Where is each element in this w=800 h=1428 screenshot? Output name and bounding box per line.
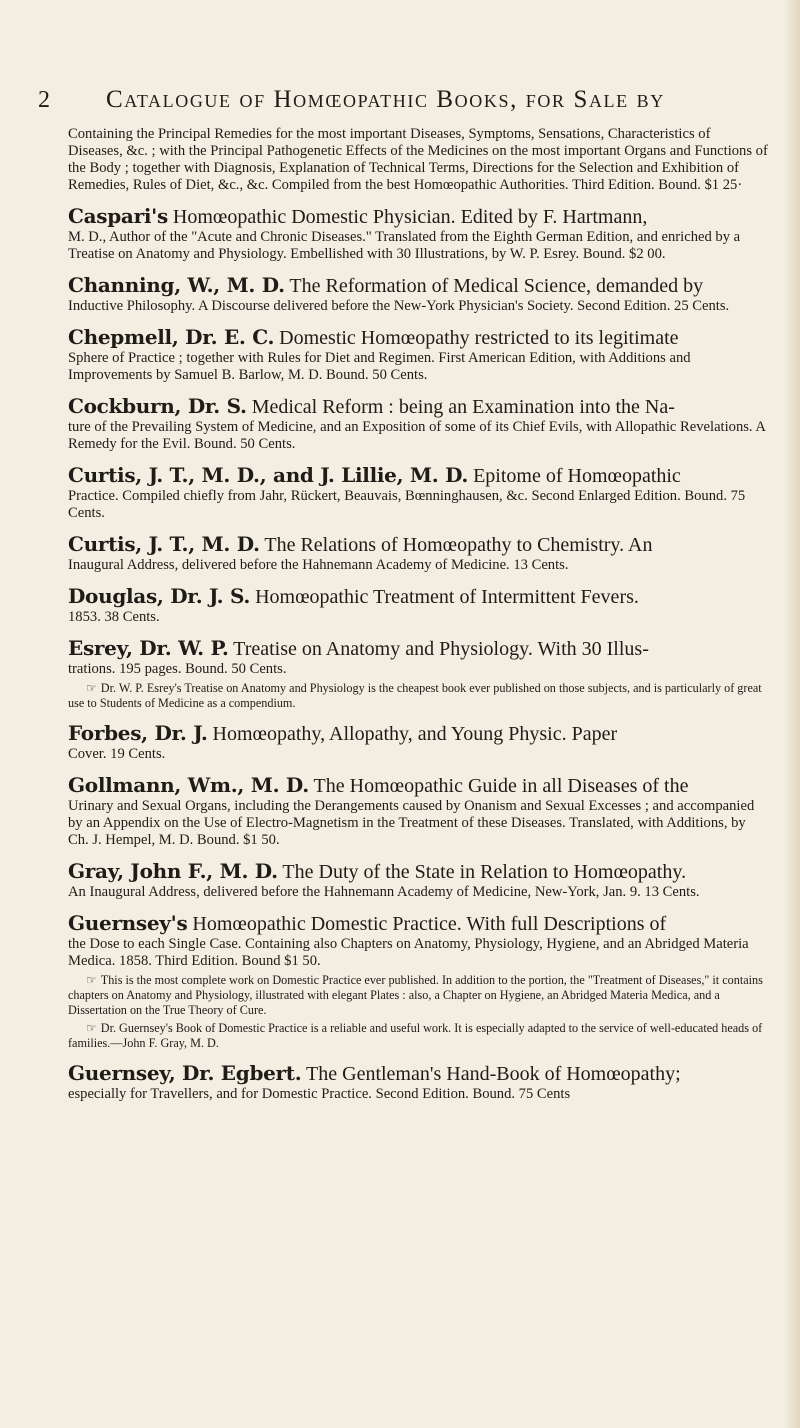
- pointing-hand-icon: ☞: [86, 681, 97, 695]
- entry-author: Channing, W., M. D.: [68, 273, 285, 297]
- entry-note-text: Dr. W. P. Esrey's Treatise on Anatomy and Physiology is the cheapest book ever published on those subjects, and is particularly of great use to Students of Medicine as a compendium.: [68, 681, 762, 710]
- entry-author: Curtis, J. T., M. D., and J. Lillie, M. D.: [68, 463, 469, 487]
- entry-title-start: The Relations of Homœopathy to Chemistry. An: [259, 534, 653, 556]
- entry-first-line: [68, 463, 768, 488]
- catalogue-entry: [68, 204, 768, 263]
- catalogue-entry: [68, 859, 768, 901]
- entry-first-line: [68, 636, 768, 661]
- entry-author: Chepmell, Dr. E. C.: [68, 325, 275, 349]
- entry-description: Inaugural Address, delivered before the Hahnemann Academy of Medicine. 13 Cents.: [68, 557, 569, 573]
- entry-first-line: [68, 532, 768, 557]
- entry-first-line: [68, 584, 768, 609]
- entry-author: Gollmann, Wm., M. D.: [68, 773, 309, 797]
- entry-description: 1853. 38 Cents.: [68, 609, 160, 625]
- entry-title-start: Domestic Homœopathy restricted to its legitimate: [274, 327, 679, 349]
- entry-title-start: The Gentleman's Hand-Book of Homœopathy;: [301, 1063, 681, 1085]
- entry-title-start: Homœopathic Treatment of Intermittent Fevers.: [250, 586, 639, 608]
- entry-note: [68, 1021, 768, 1051]
- entry-title-start: The Duty of the State in Relation to Homœopathy.: [277, 861, 687, 883]
- entry-author: Guernsey's: [68, 911, 188, 935]
- entry-note-text: This is the most complete work on Domestic Practice ever published. In addition to the portion, the "Treatment of Diseases," it contains chapters on Anatomy and Physiology, illustrated with elegant Plates : also, a Chapter on Hygiene, an Abridged Materia Medica, and a Dissertation on the True Theory of Cure.: [68, 973, 763, 1017]
- catalogue-entry: [68, 773, 768, 849]
- catalogue-entry: [68, 636, 768, 711]
- pointing-hand-icon: ☞: [86, 973, 97, 987]
- entry-title-start: Treatise on Anatomy and Physiology. With 30 Illus-: [228, 638, 649, 660]
- entry-note: [68, 681, 768, 711]
- running-title: Catalogue of Homœopathic Books, for Sale by: [106, 86, 665, 113]
- entry-author: Douglas, Dr. J. S.: [68, 584, 251, 608]
- entry-author: Guernsey, Dr. Egbert.: [68, 1061, 302, 1085]
- entry-author: Curtis, J. T., M. D.: [68, 532, 260, 556]
- entry-description: An Inaugural Address, delivered before the Hahnemann Academy of Medicine, New-York, Jan. 9. 13 Cents.: [68, 884, 700, 900]
- entry-first-line: [68, 911, 768, 936]
- entry-first-line: [68, 325, 768, 350]
- catalogue-entry: [68, 1061, 768, 1103]
- entry-title-start: The Reformation of Medical Science, demanded by: [284, 275, 704, 297]
- entry-first-line: [68, 204, 768, 229]
- page-edge-stain: [784, 0, 800, 1428]
- entry-author: Gray, John F., M. D.: [68, 859, 278, 883]
- catalogue-entry: [68, 394, 768, 453]
- entry-description: Inductive Philosophy. A Discourse delivered before the New-York Physician's Society. Second Edition. 25 Cents.: [68, 298, 730, 314]
- catalogue-content: [68, 126, 768, 1113]
- catalogue-entry: [68, 325, 768, 384]
- entry-first-line: [68, 1061, 768, 1086]
- catalogue-entry: [68, 273, 768, 315]
- entry-description: M. D., Author of the "Acute and Chronic Diseases." Translated from the Eighth German Edition, and enriched by a Treatise on Anatomy and Physiology. Embellished with 30 Illustrations, by W. P. Esrey. Bound. $2 00.: [68, 229, 741, 262]
- entry-author: Caspari's: [68, 204, 168, 228]
- catalogue-entry: [68, 911, 768, 1051]
- entry-first-line: [68, 394, 768, 419]
- entry-description: Urinary and Sexual Organs, including the Derangements caused by Onanism and Sexual Excesses ; and accompanied by an Appendix on the Use of Electro-Magnetism in the Treatment of these Diseases. Translated, with Additions, by Ch. J. Hempel, M. D. Bound. $1 50.: [68, 798, 755, 848]
- entry-author: Cockburn, Dr. S.: [68, 394, 247, 418]
- entry-description: especially for Travellers, and for Domestic Practice. Second Edition. Bound. 75 Cents: [68, 1086, 571, 1102]
- entry-description: the Dose to each Single Case. Containing also Chapters on Anatomy, Physiology, Hygiene, and an Abridged Materia Medica. 1858. Third Edition. Bound $1 50.: [68, 936, 749, 969]
- entry-first-line: [68, 721, 768, 746]
- entry-note-text: Dr. Guernsey's Book of Domestic Practice is a reliable and useful work. It is especially adapted to the service of well-educated heads of families.—John F. Gray, M. D.: [68, 1021, 763, 1050]
- page-number: 2: [38, 87, 50, 113]
- entry-first-line: [68, 859, 768, 884]
- entry-title-start: Epitome of Homœopathic: [468, 465, 681, 487]
- entry-description: Practice. Compiled chiefly from Jahr, Rückert, Beauvais, Bœnninghausen, &c. Second Enlarged Edition. Bound. 75 Cents.: [68, 488, 746, 521]
- page-header: [38, 86, 768, 114]
- entry-author: Forbes, Dr. J.: [68, 721, 208, 745]
- entry-list: [68, 204, 768, 1103]
- entry-description: trations. 195 pages. Bound. 50 Cents.: [68, 661, 287, 677]
- entry-title-start: Homœopathic Domestic Practice. With full Descriptions of: [187, 913, 667, 935]
- entry-author: Esrey, Dr. W. P.: [68, 636, 229, 660]
- intro-paragraph: Containing the Principal Remedies for the most important Diseases, Symptoms, Sensations, Characteristics of Diseases, &c. ; with the Principal Pathogenetic Effects of the Medicines on the most important Organs and Functions of the Body ; together with Diagnosis, Explanation of Technical Terms, Directions for the Selection and Exhibition of Remedies, Rules of Diet, &c., &c. Compiled from the best Homœopathic Authorities. Third Edition. Bound. $1 25·: [68, 126, 768, 193]
- entry-description: ture of the Prevailing System of Medicine, and an Exposition of some of its Chief Evils, with Allopathic Revelations. A Remedy for the Evil. Bound. 50 Cents.: [68, 419, 766, 452]
- entry-title-start: Homœopathy, Allopathy, and Young Physic. Paper: [207, 723, 618, 745]
- catalogue-entry: [68, 463, 768, 522]
- entry-title-start: The Homœopathic Guide in all Diseases of the: [308, 775, 689, 797]
- catalogue-entry: [68, 584, 768, 626]
- entry-first-line: [68, 773, 768, 798]
- entry-title-start: Homœopathic Domestic Physician. Edited by F. Hartmann,: [167, 206, 648, 228]
- entry-description: Sphere of Practice ; together with Rules for Diet and Regimen. First American Edition, with Additions and Improvements by Samuel B. Barlow, M. D. Bound. 50 Cents.: [68, 350, 691, 383]
- entry-description: Cover. 19 Cents.: [68, 746, 166, 762]
- entry-first-line: [68, 273, 768, 298]
- catalogue-entry: [68, 532, 768, 574]
- pointing-hand-icon: ☞: [86, 1021, 97, 1035]
- catalogue-entry: [68, 721, 768, 763]
- entry-title-start: Medical Reform : being an Examination into the Na-: [246, 396, 675, 418]
- entry-note: [68, 973, 768, 1018]
